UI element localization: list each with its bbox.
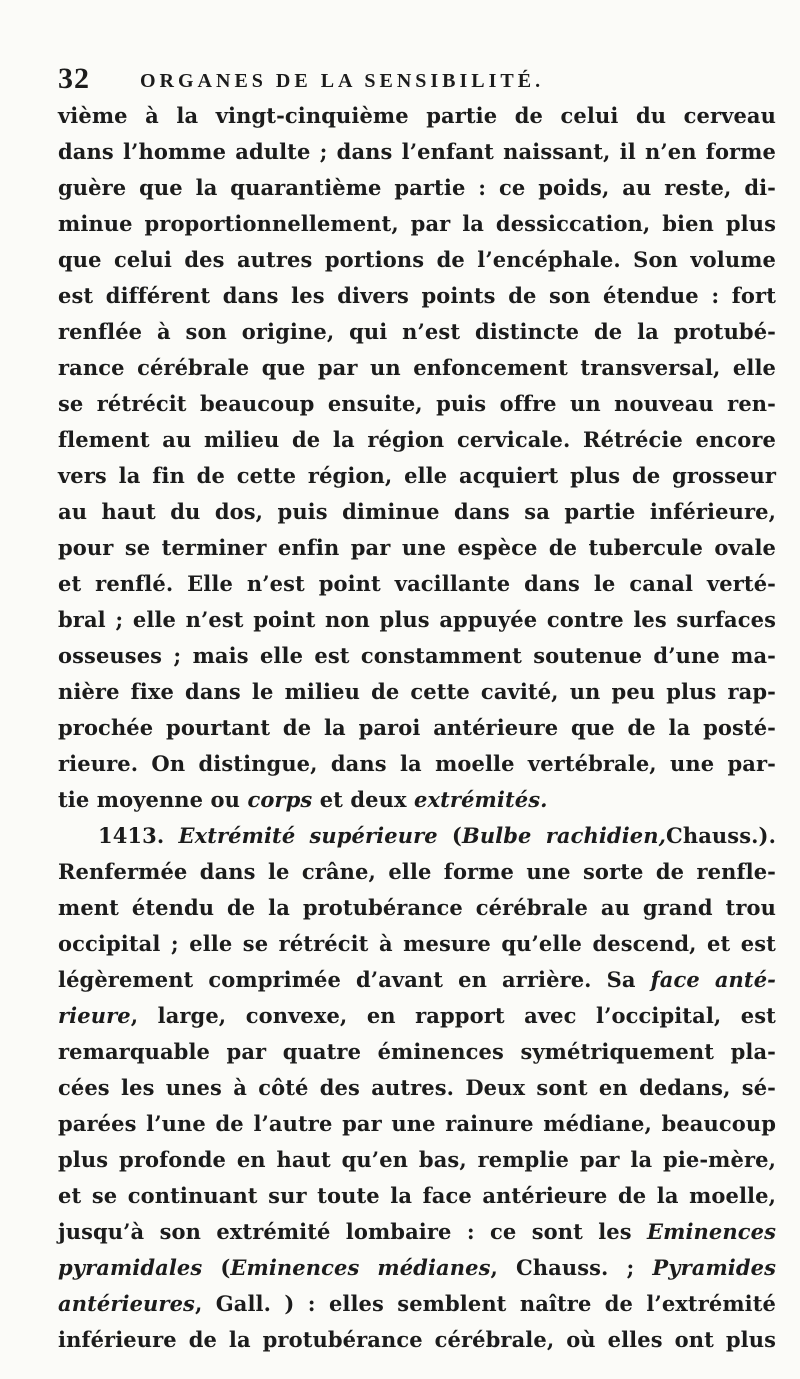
text-line: dans l’homme adulte ; dans l’enfant naissant, il n’en forme bbox=[58, 139, 776, 164]
text-line: pyramidales (Eminences médianes, Chauss. ; Pyramides bbox=[58, 1255, 777, 1280]
text-line: bral ; elle n’est point non plus appuyée contre les surfaces bbox=[58, 607, 776, 632]
text-line: prochée pourtant de la paroi antérieure que de la posté- bbox=[58, 715, 776, 740]
page-header bbox=[58, 62, 758, 102]
text-line: légèrement comprimée d’avant en arrière. Sa face anté- bbox=[58, 967, 776, 992]
text-line: se rétrécit beaucoup ensuite, puis offre un nouveau ren- bbox=[58, 391, 776, 416]
text-line: flement au milieu de la région cervicale. Rétrécie encore bbox=[58, 427, 776, 452]
text-line: rieure, large, convexe, en rapport avec l’occipital, est bbox=[58, 1003, 776, 1028]
text-line: pour se terminer enfin par une espèce de tubercule ovale bbox=[58, 535, 776, 560]
text-line: est différent dans les divers points de son étendue : fort bbox=[58, 283, 776, 308]
section-heading-1413: 1413. Extrémité supérieure (Bulbe rachidien,Chauss.). bbox=[98, 823, 776, 848]
text-line: remarquable par quatre éminences symétriquement pla- bbox=[58, 1039, 776, 1064]
text-line: vers la fin de cette région, elle acquiert plus de grosseur bbox=[58, 463, 776, 488]
text-line: et renflé. Elle n’est point vacillante dans le canal verté- bbox=[58, 571, 776, 596]
text-line: rieure. On distingue, dans la moelle vertébrale, une par- bbox=[58, 751, 776, 776]
text-line: parées l’une de l’autre par une rainure médiane, beaucoup bbox=[58, 1111, 776, 1136]
text-line: antérieures, Gall. ) : elles semblent naître de l’extrémité bbox=[58, 1291, 776, 1316]
text-line: cées les unes à côté des autres. Deux sont en dedans, sé- bbox=[58, 1075, 776, 1100]
text-line: nière fixe dans le milieu de cette cavité, un peu plus rap- bbox=[58, 679, 776, 704]
text-line: ment étendu de la protubérance cérébrale au grand trou bbox=[58, 895, 776, 920]
text-line: inférieure de la protubérance cérébrale, où elles ont plus bbox=[58, 1327, 776, 1352]
text-line: que celui des autres portions de l’encéphale. Son volume bbox=[58, 247, 776, 272]
text-line: guère que la quarantième partie : ce poids, au reste, di- bbox=[58, 175, 776, 200]
text-line: minue proportionnellement, par la dessiccation, bien plus bbox=[58, 211, 776, 236]
running-head: ORGANES DE LA SENSIBILITÉ. bbox=[140, 70, 545, 92]
body-text bbox=[58, 98, 776, 1358]
text-line: renflée à son origine, qui n’est distincte de la protubé- bbox=[58, 319, 776, 344]
text-line: et se continuant sur toute la face antérieure de la moelle, bbox=[58, 1183, 776, 1208]
text-line: occipital ; elle se rétrécit à mesure qu’elle descend, et est bbox=[58, 931, 776, 956]
text-line: osseuses ; mais elle est constamment soutenue d’une ma- bbox=[58, 643, 776, 668]
text-line: Renfermée dans le crâne, elle forme une sorte de renfle- bbox=[58, 859, 776, 884]
text-line: jusqu’à son extrémité lombaire : ce sont les Eminences bbox=[58, 1219, 776, 1244]
text-line: au haut du dos, puis diminue dans sa partie inférieure, bbox=[58, 499, 776, 524]
page-number: 32 bbox=[58, 62, 90, 95]
text-line: vième à la vingt-cinquième partie de celui du cerveau bbox=[58, 103, 776, 128]
text-line: plus profonde en haut qu’en bas, remplie par la pie-mère, bbox=[58, 1147, 776, 1172]
text-line: rance cérébrale que par un enfoncement transversal, elle bbox=[58, 355, 776, 380]
text-line: tie moyenne ou corps et deux extrémités. bbox=[58, 787, 548, 812]
